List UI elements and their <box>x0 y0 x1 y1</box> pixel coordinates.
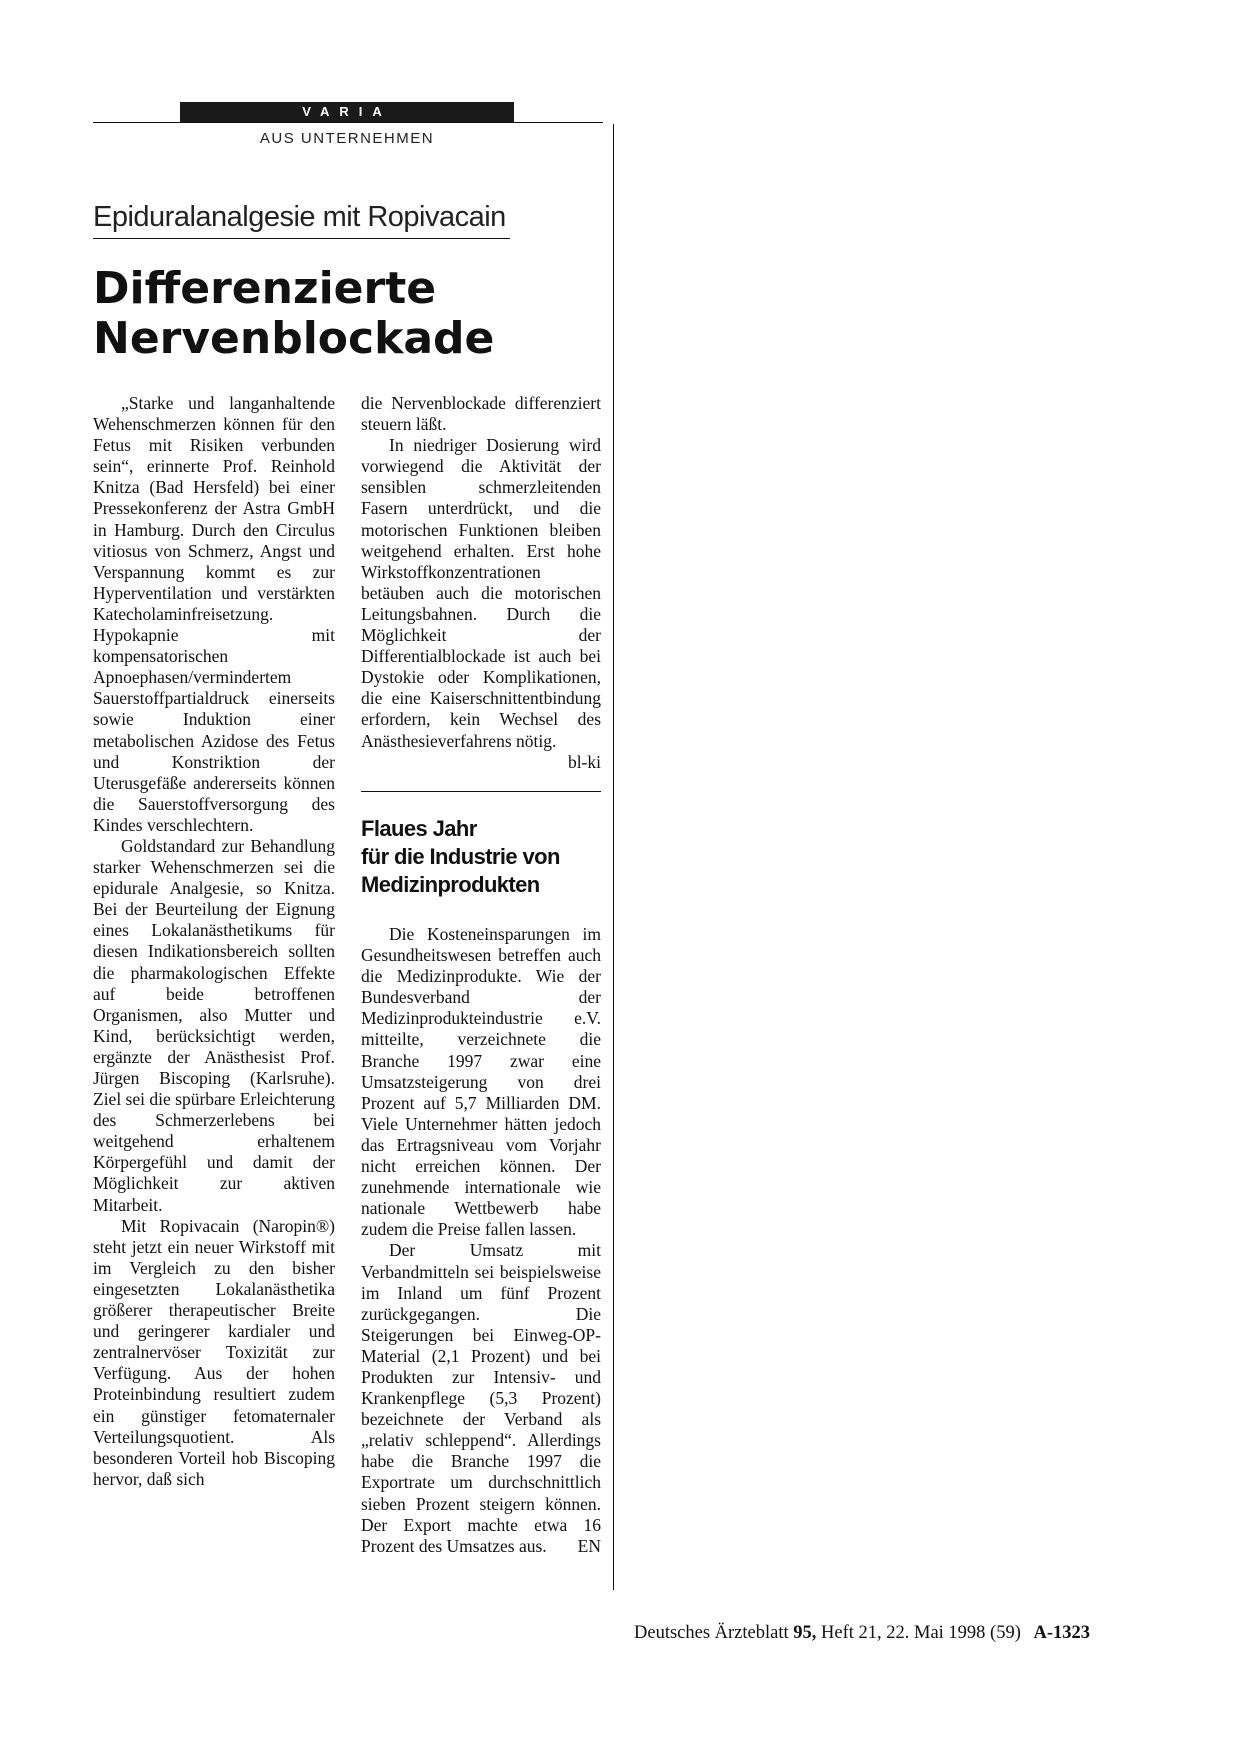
page-number: A-1323 <box>1033 1623 1091 1643</box>
column-separator <box>613 124 614 1590</box>
headline-line: Flaues Jahr <box>361 816 477 841</box>
header-rule <box>93 122 603 123</box>
article-headline-2 <box>361 815 601 899</box>
article-headline <box>93 264 613 364</box>
headline-line: Nervenblockade <box>93 313 495 364</box>
headline-line: Medizinprodukten <box>361 872 540 897</box>
article-column-1 <box>93 393 335 1490</box>
subsection-label: AUS UNTERNEHMEN <box>259 130 435 147</box>
kicker-underline <box>93 238 510 239</box>
paragraph: Mit Ropivacain (Naropin®) steht jetzt ein neuer Wirkstoff mit im Vergleich zu den bisher eingesetzten Lokalanästhetika größerer therapeutischer Breite und geringerer kardialer und zentralnervöser Toxizität zur Verfügung. Aus der hohen Proteinbindung resultiert zudem ein günstiger fetomaternaler Verteilungsquotient. Als besonderen Vorteil hob Biscoping hervor, daß sich <box>93 1215 335 1489</box>
section-label: VARIA <box>180 102 514 122</box>
article-separator <box>361 791 601 792</box>
issue-info: Heft 21, 22. Mai 1998 (59) <box>821 1623 1021 1643</box>
journal-volume: 95, <box>793 1623 817 1643</box>
paragraph-text: In niedriger Dosierung wird vorwiegend die Aktivität der sensiblen schmerzleitenden Fasern unterdrückt, und die motorischen Funktionen bleiben weitgehend erhalten. Erst hohe Wirkstoffkonzentrationen betäuben auch die motorischen Leitungsbahnen. Durch die Möglichkeit der Differentialblockade ist auch bei Dystokie oder Komplikationen, die eine Kaiserschnittentbindung erfordern, kein Wechsel des Anästhesieverfahrens nötig. <box>361 435 601 751</box>
article-2-body <box>361 924 601 1557</box>
paragraph-text: Der Umsatz mit Verbandmitteln sei beispielsweise im Inland um fünf Prozent zurückgegangen. Die Steigerungen bei Einweg-OP-Material (2,1 Prozent) und bei Produkten zur Intensiv- und Krankenpflege (5,3 Prozent) bezeichnete der Verband als „relativ schleppend“. Allerdings habe die Branche 1997 die Exportrate um durchschnittlich sieben Prozent steigern können. Der Export machte etwa 16 Prozent des Umsatzes aus. <box>361 1240 601 1556</box>
paragraph: Goldstandard zur Behandlung starker Wehenschmerzen sei die epidurale Analgesie, so Knitza. Bei der Beurteilung der Eignung eines Lokalanästhetikums für diesen Indikationsbereich sollten die pharmakologischen Effekte auf beide betroffenen Organismen, also Mutter und Kind, berücksichtigt werden, ergänzte der Anästhesist Prof. Jürgen Biscoping (Karlsruhe). Ziel sei die spürbare Erleichterung des Schmerzerlebens bei weitgehend erhaltenem Körpergefühl und damit der Möglichkeit zur aktiven Mitarbeit. <box>93 835 335 1215</box>
paragraph: „Starke und langanhaltende Wehenschmerzen können für den Fetus mit Risiken verbunden sein“, erinnerte Prof. Reinhold Knitza (Bad Hersfeld) bei einer Pressekonferenz der Astra GmbH in Hamburg. Durch den Circulus vitiosus von Schmerz, Angst und Verspannung kommt es zur Hyperventilation und verstärkten Katecholaminfreisetzung. Hypokapnie mit kompensatorischen Apnoephasen/vermindertem Sauerstoffpartialdruck einerseits sowie Induktion einer metabolischen Azidose des Fetus und Konstriktion der Uterusgefäße andererseits können die Sauerstoffversorgung des Kindes verschlechtern. <box>93 393 335 835</box>
headline-line: Differenzierte <box>93 263 437 314</box>
author-signature: EN <box>577 1535 601 1556</box>
paragraph: die Nervenblockade differenziert steuern läßt. <box>361 393 601 435</box>
article-column-2 <box>361 393 601 773</box>
author-signature: bl-ki <box>567 751 601 772</box>
article-kicker: Epiduralanalgesie mit Ropivacain <box>93 201 506 233</box>
headline-line: für die Industrie von <box>361 844 560 869</box>
journal-name: Deutsches Ärzteblatt <box>634 1623 789 1643</box>
page-footer <box>634 1623 1090 1644</box>
paragraph <box>361 435 601 772</box>
paragraph <box>361 1240 601 1556</box>
paragraph: Die Kosteneinsparungen im Gesundheitswesen betreffen auch die Medizinprodukte. Wie der Bundesverband der Medizinprodukteindustrie e.V. mitteilte, verzeichnete die Branche 1997 zwar eine Umsatzsteigerung von drei Prozent auf 5,7 Milliarden DM. Viele Unternehmer hätten jedoch das Ertragsniveau vom Vorjahr nicht erreichen können. Der zunehmende internationale wie nationale Wettbewerb habe zudem die Preise fallen lassen. <box>361 924 601 1240</box>
